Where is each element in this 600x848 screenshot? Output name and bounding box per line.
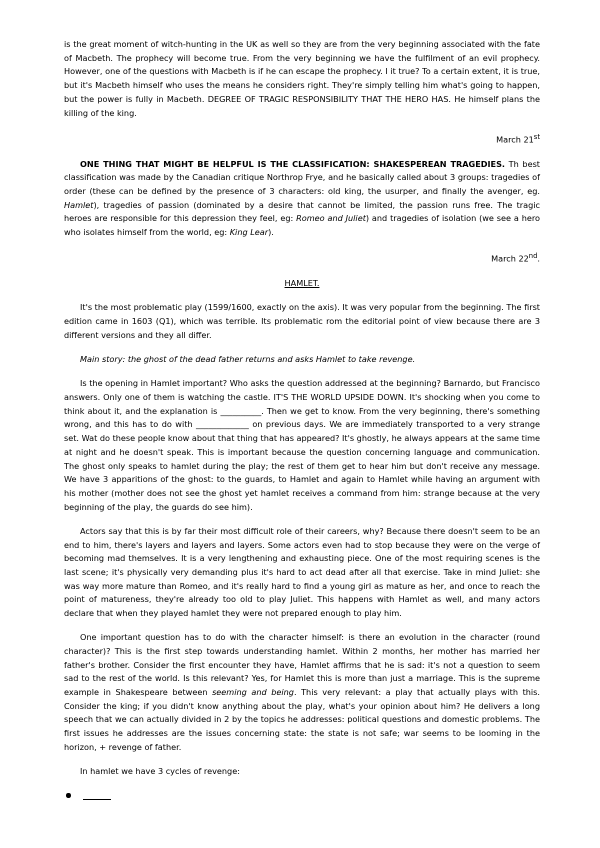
document-body xyxy=(64,38,540,800)
section-heading: HAMLET. xyxy=(284,278,320,289)
paragraph-character: One important question has to do with the character himself: is there an evolution in the character (round character)? This is the first step towards understanding hamlet. Within 2 months, her mother has married her father's brother. Consider the first encounter they have, Hamlet affirms that he is sad: it's not a question to seem sad to the rest of the world. Is this relevant? Yes, for Hamlet this is more than just a marriage. This is the supreme example in Shakespeare between seeming and being. This very relevant: a play that actually plays with this. Consider the king; if you didn't know anything about the play, what's your opinion about him? He delivers a long speech that we can actually divided in 2 by the topics he addresses: political questions and domestic problems. The first issues he addresses are the issues concerning state: the state is not safe; war seems to be looming in the horizon, + revenge of father. xyxy=(64,632,540,752)
paragraph-macbeth-prophecy: is the great moment of witch-hunting in the UK as well so they are from the very beginning associated with the fate of Macbeth. The prophecy will become true. From the very beginning we have the fulfilment of an evil prophecy. However, one of the questions with Macbeth is if he can escape the prophecy. I it true? To a certain extent, it is true, but it's Macbeth himself who uses the means he considers right. They're simply telling him what's going to happen, but the power is fully in Macbeth. DEGREE OF TRAGIC RESPONSIBILITY THAT THE HERO HAS. He himself plans the killing of the king. xyxy=(64,39,540,118)
paragraph-main-story: Main story: the ghost of the dead father returns and asks Hamlet to take revenge. xyxy=(80,354,416,365)
paragraph-actors: Actors say that this is by far their most difficult role of their careers, why? Because there doesn't seem to be an end to him, there's layers and layers and layers. Some actors even had to stop because they were on the verge of becoming mad themselves. It is a very lengthening and exhausting piece. One of the most requiring scenes is the last scene; it's physically very demanding plus it's hard to act dead after all that exercise. Take in mind Juliet: she was way more mature than Romeo, and it's really hard to find a young girl as mature as her, and once to reach the point of matureness, they're already too old to play Juliet. This happens with Hamlet as well, and many actors declare that when they played hamlet they were not prepared enough to play him. xyxy=(64,525,540,619)
title-king-lear: King Lear xyxy=(229,227,269,238)
classification-heading: ONE THING THAT MIGHT BE HELPFUL IS THE CLASSIFICATION: SHAKESPEREAN TRAGEDIES. xyxy=(80,158,506,169)
title-hamlet: Hamlet xyxy=(64,199,94,210)
phrase-seeming-and-being: seeming and being xyxy=(212,687,294,698)
bullet-icon xyxy=(66,793,71,798)
date-march-21: March 21st xyxy=(496,132,540,145)
paragraph-classification: ONE THING THAT MIGHT BE HELPFUL IS THE CLASSIFICATION: SHAKESPEREAN TRAGEDIES. Th best classification was made by the Canadian critique Northrop Frye, and he basically called about 3 groups: tragedies of order (these can be defined by the presence of 3 characters: old king, the usurper, and finally the avenger, eg. Hamlet), tragedies of passion (dominated by a desire that cannot be limited, the passion runs free. The tragic heroes are responsible for this depression they feel, eg: Romeo and Juliet) and tragedies of isolation (we see a hero who isolates himself from the world, eg: King Lear). xyxy=(64,158,541,238)
paragraph-revenge-cycles: In hamlet we have 3 cycles of revenge: xyxy=(80,766,240,777)
title-romeo-and-juliet: Romeo and Juliet xyxy=(296,213,366,224)
paragraph-opening: Is the opening in Hamlet important? Who asks the question addressed at the beginning? Barnardo, but Francisco answers. Only one of them is watching the castle. IT'S THE WORLD UPSIDE DOWN. It's shocking when you come to think about it, and the explanation is __________. Then we get to know. From the very beginning, there's something wrong, and this has to do with _____________ on previous days. We are immediately transported to a very strange set. Wat do these people know about that thing that has appeared? It's ghostly, he always appears at the same time at night and he doesn't speak. This is important because the question concerning language and communication. The ghost only speaks to hamlet during the play; the rest of them get to hear him but don't receive any message. We have 3 apparitions of the ghost: to the guards, to Hamlet and again to Hamlet while having an argument with his mother (mother does not see the ghost yet hamlet receives a command from him: strange because at the very beginning of the play, the guards do see him). xyxy=(64,378,540,512)
bullet-list-item xyxy=(64,791,540,800)
paragraph-editions: It's the most problematic play (1599/1600, exactly on the axis). It was very popular from the beginning. The first edition came in 1603 (Q1), which was terrible. Its problematic rom the editorial point of view because there are 3 different versions and they all differ. xyxy=(64,302,540,340)
date-march-22: March 22nd. xyxy=(491,252,540,265)
blank-line xyxy=(83,791,111,800)
